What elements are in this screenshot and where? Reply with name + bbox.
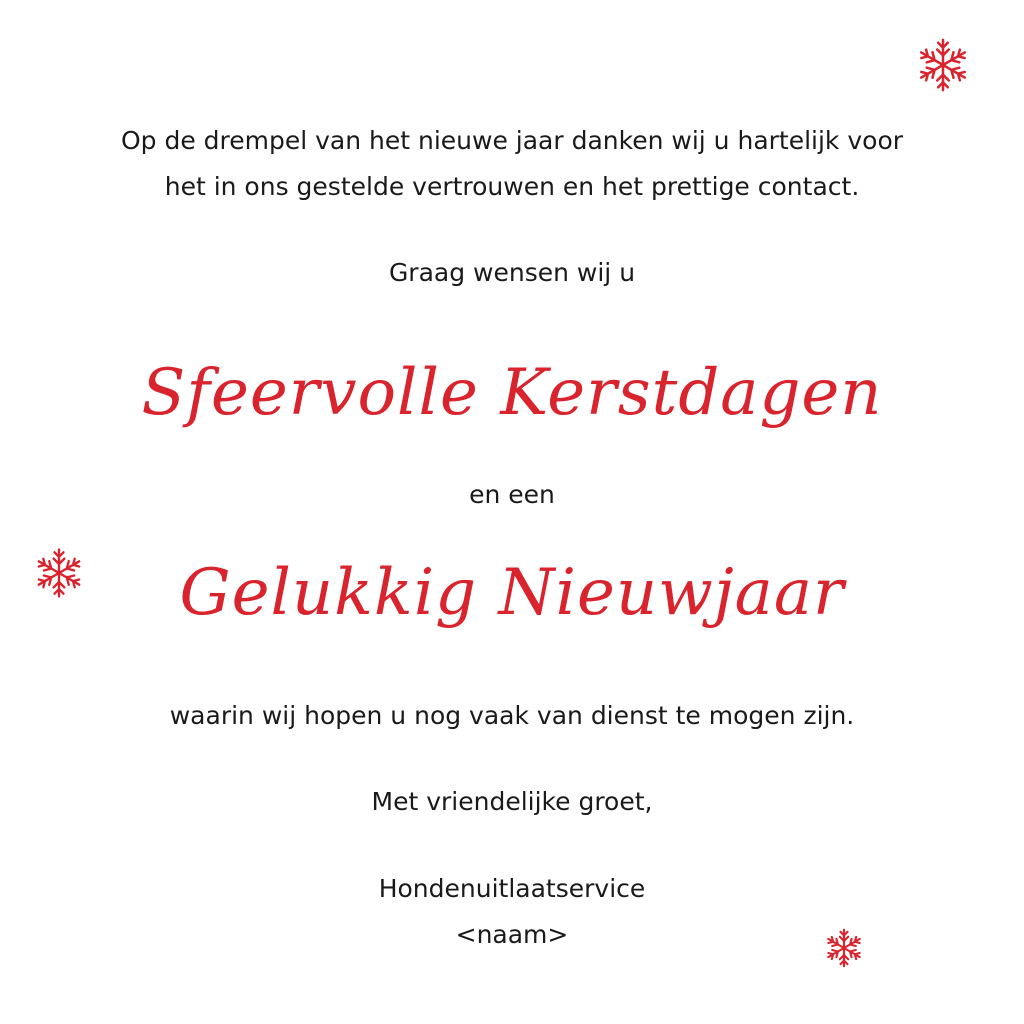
headline-christmas: Sfeervolle Kerstdagen (141, 356, 883, 430)
hope-line: waarin wij hopen u nog vaak van dienst te mogen zijn. (169, 701, 855, 730)
name-placeholder: <naam> (455, 920, 569, 949)
intro-line-1: Op de drempel van het nieuwe jaar danken wij u hartelijk voor (120, 126, 904, 155)
company-name: Hondenuitlaatservice (378, 874, 646, 903)
wish-intro: Graag wensen wij u (388, 258, 636, 287)
greeting-closing: Met vriendelijke groet, (371, 787, 653, 816)
intro-line-2: het in ons gestelde vertrouwen en het prettige contact. (164, 172, 860, 201)
connector-text: en een (469, 480, 555, 509)
snowflake-icon (914, 36, 972, 94)
headline-new-year: Gelukkig Nieuwjaar (179, 556, 845, 630)
